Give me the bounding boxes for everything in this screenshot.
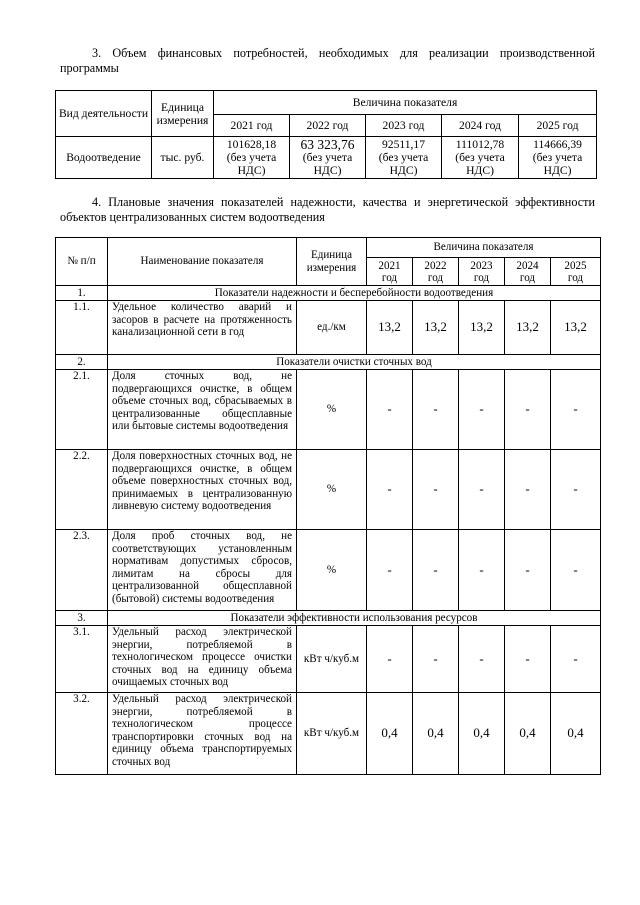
header-num: № п/п bbox=[56, 238, 108, 286]
unit-cell: тыс. руб. bbox=[152, 137, 214, 179]
indicator-name: Доля поверхностных сточных вод, не подвергающихся очистке, в общем объеме поверхностных сточных вод, принимаемых в централизованную ливневую систему водоотведения bbox=[108, 450, 297, 530]
year: 2023 bbox=[470, 259, 493, 272]
value-cell: 0,4 bbox=[413, 693, 459, 775]
financial-needs-table bbox=[55, 90, 597, 179]
year-suffix: год bbox=[381, 271, 398, 284]
table-row bbox=[56, 450, 601, 530]
value-cell: - bbox=[367, 450, 413, 530]
year-suffix: год bbox=[567, 271, 584, 284]
value-cell: 0,4 bbox=[551, 693, 601, 775]
value-cell: - bbox=[551, 530, 601, 611]
header-year bbox=[505, 258, 551, 286]
value-cell: 13,2 bbox=[413, 301, 459, 355]
value-cell: 13,2 bbox=[459, 301, 505, 355]
year-suffix: год bbox=[473, 271, 490, 284]
value-cell: - bbox=[551, 626, 601, 693]
note: (без учета НДС) bbox=[378, 151, 429, 177]
value-cell: - bbox=[367, 530, 413, 611]
note: (без учета НДС) bbox=[302, 151, 353, 177]
activity-cell: Водоотведение bbox=[56, 137, 152, 179]
header-year: 2021 год bbox=[214, 115, 290, 137]
section-num: 2. bbox=[56, 355, 108, 370]
unit-cell: % bbox=[297, 530, 367, 611]
header-unit: Единица измерения bbox=[297, 238, 367, 286]
table-row bbox=[56, 301, 601, 355]
table-row bbox=[56, 693, 601, 775]
value-cell: 0,4 bbox=[459, 693, 505, 775]
indicator-name: Удельный расход электрической энергии, потребляемой в технологическом процессе очистки сточных вод на единицу объема очищаемых сточных вод bbox=[108, 626, 297, 693]
value-cell: - bbox=[505, 370, 551, 450]
value-cell bbox=[290, 137, 366, 179]
header-unit: Единица измерения bbox=[152, 91, 214, 137]
amount: 114666,39 bbox=[533, 138, 582, 151]
row-num: 2.3. bbox=[56, 530, 108, 611]
unit-cell: % bbox=[297, 450, 367, 530]
section-num: 1. bbox=[56, 286, 108, 301]
value-cell: - bbox=[459, 370, 505, 450]
section-title: Показатели надежности и бесперебойности водоотведения bbox=[108, 286, 601, 301]
value-cell bbox=[214, 137, 290, 179]
value-cell: - bbox=[413, 626, 459, 693]
indicator-name: Удельный расход электрической энергии, потребляемой в технологическом процессе транспортировки сточных вод на единицу объема транспортируемых сточных вод bbox=[108, 693, 297, 775]
value-cell: - bbox=[413, 530, 459, 611]
table-row bbox=[56, 370, 601, 450]
amount: 63 323,76 bbox=[300, 137, 355, 152]
value-cell: - bbox=[551, 450, 601, 530]
section-row bbox=[56, 611, 601, 626]
value-cell: - bbox=[505, 450, 551, 530]
indicators-table bbox=[55, 237, 601, 775]
value-cell: - bbox=[551, 370, 601, 450]
year-suffix: год bbox=[519, 271, 536, 284]
row-num: 3.1. bbox=[56, 626, 108, 693]
year: 2025 bbox=[564, 259, 587, 272]
value-cell: 0,4 bbox=[505, 693, 551, 775]
section-row bbox=[56, 286, 601, 301]
header-year: 2024 год bbox=[442, 115, 519, 137]
value-cell: - bbox=[413, 450, 459, 530]
header-activity: Вид деятельности bbox=[56, 91, 152, 137]
section4-heading: 4. Плановые значения показателей надежности, качества и энергетической эффективности объектов централизованных систем водоотведения bbox=[60, 195, 595, 224]
amount: 92511,17 bbox=[381, 138, 426, 151]
header-year bbox=[367, 258, 413, 286]
year: 2021 bbox=[378, 259, 401, 272]
section-title: Показатели эффективности использования ресурсов bbox=[108, 611, 601, 626]
table-row bbox=[56, 626, 601, 693]
indicator-name: Удельное количество аварий и засоров в расчете на протяженность канализационной сети в год bbox=[108, 301, 297, 355]
value-cell: - bbox=[367, 370, 413, 450]
header-year: 2023 год bbox=[366, 115, 442, 137]
value-cell: 13,2 bbox=[505, 301, 551, 355]
value-cell bbox=[366, 137, 442, 179]
year-suffix: год bbox=[427, 271, 444, 284]
header-year: 2025 год bbox=[519, 115, 597, 137]
value-cell bbox=[519, 137, 597, 179]
value-cell: 0,4 bbox=[367, 693, 413, 775]
section-title: Показатели очистки сточных вод bbox=[108, 355, 601, 370]
value-cell: - bbox=[459, 450, 505, 530]
header-name: Наименование показателя bbox=[108, 238, 297, 286]
header-year bbox=[413, 258, 459, 286]
row-num: 2.2. bbox=[56, 450, 108, 530]
header-year bbox=[459, 258, 505, 286]
unit-cell: кВт ч/куб.м bbox=[297, 626, 367, 693]
value-cell: 13,2 bbox=[551, 301, 601, 355]
note: (без учета НДС) bbox=[226, 151, 277, 177]
header-year: 2022 год bbox=[290, 115, 366, 137]
value-cell: - bbox=[505, 530, 551, 611]
unit-cell: ед./км bbox=[297, 301, 367, 355]
table-row bbox=[56, 137, 597, 179]
section-num: 3. bbox=[56, 611, 108, 626]
value-cell: - bbox=[413, 370, 459, 450]
header-year bbox=[551, 258, 601, 286]
unit-cell: % bbox=[297, 370, 367, 450]
value-cell bbox=[442, 137, 519, 179]
section-row bbox=[56, 355, 601, 370]
value-cell: - bbox=[505, 626, 551, 693]
row-num: 1.1. bbox=[56, 301, 108, 355]
row-num: 3.2. bbox=[56, 693, 108, 775]
year: 2022 bbox=[424, 259, 447, 272]
note: (без учета НДС) bbox=[532, 151, 583, 177]
note: (без учета НДС) bbox=[455, 151, 505, 177]
value-cell: - bbox=[459, 626, 505, 693]
header-value: Величина показателя bbox=[214, 91, 597, 115]
unit-cell: кВт ч/куб.м bbox=[297, 693, 367, 775]
amount: 111012,78 bbox=[455, 138, 505, 151]
row-num: 2.1. bbox=[56, 370, 108, 450]
year: 2024 bbox=[516, 259, 539, 272]
value-cell: - bbox=[367, 626, 413, 693]
table-row bbox=[56, 530, 601, 611]
value-cell: - bbox=[459, 530, 505, 611]
section3-heading: 3. Объем финансовых потребностей, необходимых для реализации производственной программы bbox=[60, 46, 595, 75]
value-cell: 13,2 bbox=[367, 301, 413, 355]
indicator-name: Доля проб сточных вод, не соответствующих установленным нормативам допустимых сбросов, лимитам на сбросы для централизованной общесплавной (бытовой) системы водоотведения bbox=[108, 530, 297, 611]
indicator-name: Доля сточных вод, не подвергающихся очистке, в общем объеме сточных вод, сбрасываемых в централизованные общесплавные или бытовые системы водоотведения bbox=[108, 370, 297, 450]
amount: 101628,18 bbox=[226, 138, 277, 151]
header-value: Величина показателя bbox=[367, 238, 601, 258]
